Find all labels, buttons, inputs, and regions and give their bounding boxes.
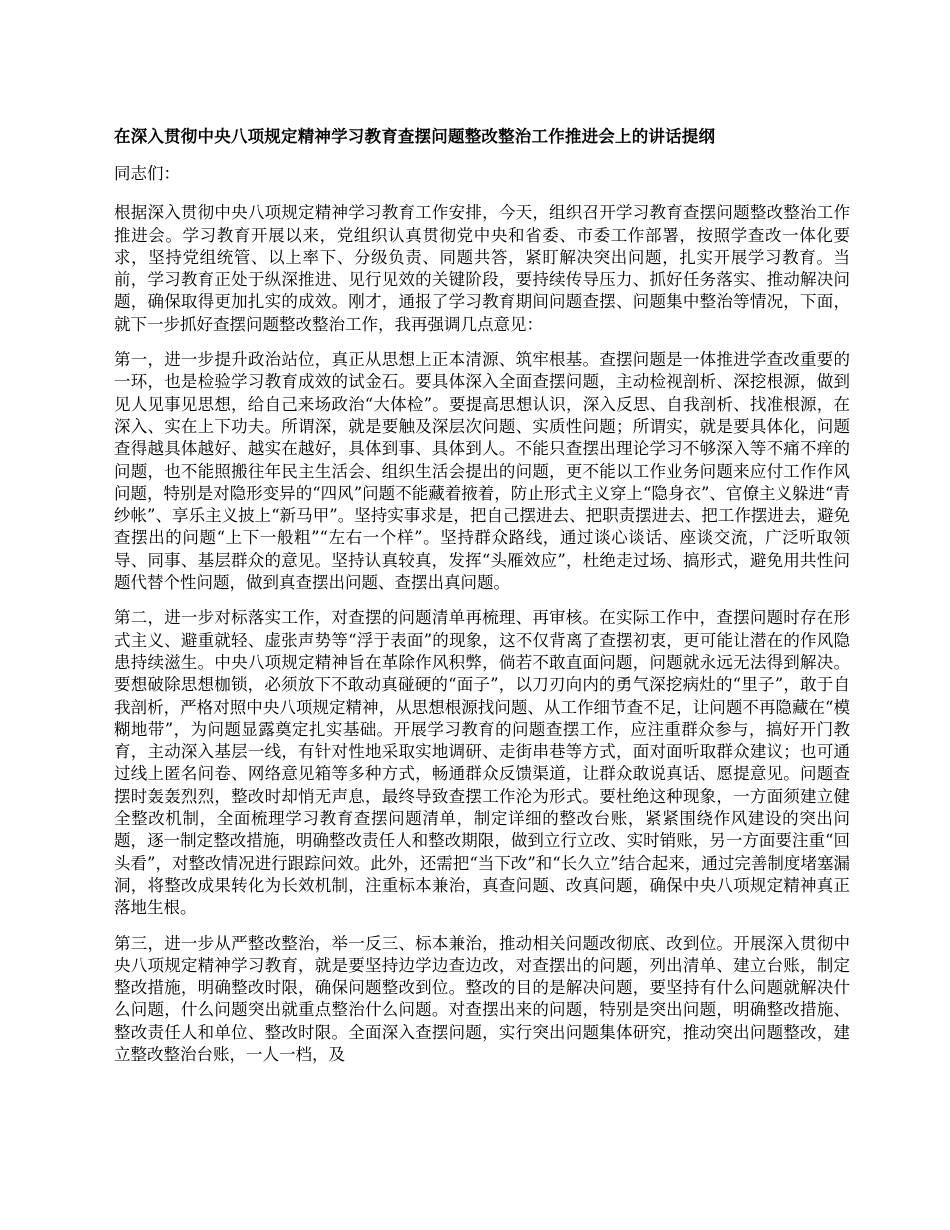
salutation: 同志们： — [114, 164, 180, 183]
paragraph-first: 第一，进一步提升政治站位，真正从思想上正本清源、筑牢根基。查摆问题是一体推进学查改重要的一环，也是检验学习教育成效的试金石。要具体深入全面查摆问题，主动检视剖析、深挖根源，做到见人见事见思想，给自己来场政治“大体检”。要提高思想认识，深入反思、自我剖析、找准根源，在深入、实在上下功夫。所谓深，就是要触及深层次问题、实质性问题；所谓实，就是要具体化，问题查得越具体越好、越实在越好，具体到事、具体到人。不能只查摆出理论学习不够深入等不痛不痒的问题，也不能照搬往年民主生活会、组织生活会提出的问题，更不能以工作业务问题来应付工作作风问题，特别是对隐形变异的“四风”问题不能藏着掖着，防止形式主义穿上“隐身衣”、官僚主义躲进“青纱帐”、享乐主义披上“新马甲”。坚持实事求是，把自己摆进去、把职责摆进去、把工作摆进去，避免查摆出的问题“上下一般粗”“左右一个样”。坚持群众路线，通过谈心谈话、座谈交流，广泛听取领导、同事、基层群众的意见。坚持认真较真，发挥“头雁效应”，杜绝走过场、搞形式，避免用共性问题代替个性问题，做到真查摆出问题、查摆出真问题。 — [114, 350, 850, 593]
paragraph-third: 第三，进一步从严整改整治，举一反三、标本兼治，推动相关问题改彻底、改到位。开展深入贯彻中央八项规定精神学习教育，就是要坚持边学边查边改，对查摆出的问题，列出清单、建立台账，制定整改措施，明确整改时限，确保问题整改到位。整改的目的是解决问题，要坚持有什么问题就解决什么问题，什么问题突出就重点整治什么问题。对查摆出来的问题，特别是突出问题，明确整改措施、整改责任人和单位、整改时限。全面深入查摆问题，实行突出问题集体研究，推动突出问题整改，建立整改整治台账，一人一档，及 — [114, 933, 850, 1064]
paragraph-second: 第二，进一步对标落实工作，对查摆的问题清单再梳理、再审核。在实际工作中，查摆问题时存在形式主义、避重就轻、虚张声势等“浮于表面”的现象，这不仅背离了查摆初衷，更可能让潜在的作风隐患持续滋生。中央八项规定精神旨在革除作风积弊，倘若不敢直面问题，问题就永远无法得到解决。要想破除思想枷锁，必须放下不敢动真碰硬的“面子”，以刀刃向内的勇气深挖病灶的“里子”，敢于自我剖析，严格对照中央八项规定精神，从思想根源找问题、从工作细节查不足，让问题不再隐藏在“模糊地带”，为问题显露奠定扎实基础。开展学习教育的问题查摆工作，应注重群众参与，搞好开门教育，主动深入基层一线，有针对性地采取实地调研、走街串巷等方式，面对面听取群众建议；也可通过线上匿名问卷、网络意见箱等多种方式，畅通群众反馈渠道，让群众敢说真话、愿提意见。问题查摆时轰轰烈烈，整改时却悄无声息，最终导致查摆工作沦为形式。要杜绝这种现象，一方面须建立健全整改机制，全面梳理学习教育查摆问题清单，制定详细的整改台账，紧紧围绕作风建设的突出问题，逐一制定整改措施，明确整改责任人和整改期限，做到立行立改、实时销账，另一方面要注重“回头看”，对整改情况进行跟踪问效。此外，还需把“当下改”和“长久立”结合起来，通过完善制度堵塞漏洞，将整改成果转化为长效机制，注重标本兼治，真查问题、改真问题，确保中央八项规定精神真正落地生根。 — [114, 608, 850, 918]
document-page — [114, 125, 850, 1079]
document-title: 在深入贯彻中央八项规定精神学习教育查摆问题整改整治工作推进会上的讲话提纲 — [114, 127, 716, 146]
paragraph-intro: 根据深入贯彻中央八项规定精神学习教育工作安排，今天，组织召开学习教育查摆问题整改整治工作推进会。学习教育开展以来，党组织认真贯彻党中央和省委、市委工作部署，按照学查改一体化要求，坚持党组统管、以上率下、分级负责、同题共答，紧盯解决突出问题，扎实开展学习教育。当前，学习教育正处于纵深推进、见行见效的关键阶段，要持续传导压力、抓好任务落实、推动解决问题，确保取得更加扎实的成效。刚才，通报了学习教育期间问题查摆、问题集中整治等情况，下面，就下一步抓好查摆问题整改整治工作，我再强调几点意见： — [114, 203, 850, 334]
